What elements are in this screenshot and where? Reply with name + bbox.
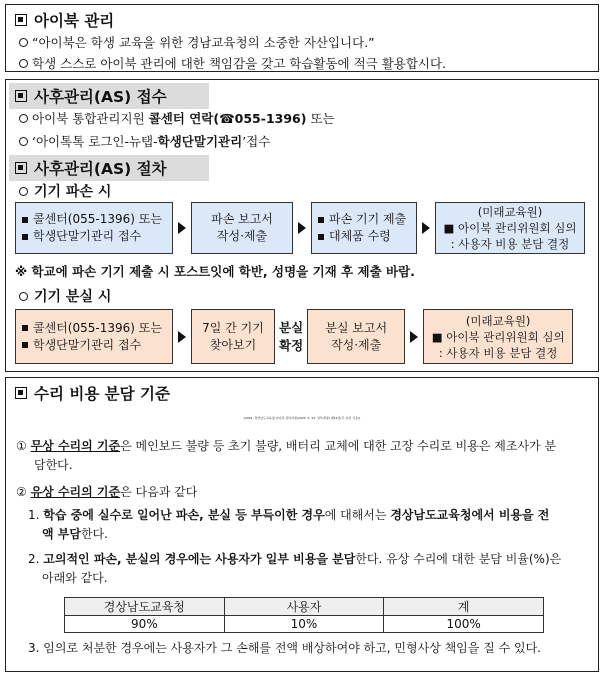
circle-bullet-icon [19,187,28,196]
paid-item-2: 2. 고의적인 파손, 분실의 경우에는 사용자가 일부 비용을 분담한다. 유상 수리에 대한 분담 비율(%)은 아래와 같다. [28,552,562,585]
circle-bullet-icon [19,59,28,68]
paid-item-1: 1. 학습 중에 실수로 일어난 파손, 분실 등 부득이한 경우에 대해서는 경상남도교육청에서 비용을 전 액 부담한다. [28,508,550,541]
as-contact-line: 아이북 통합관리지원 콜센터 연락(☎055-1396) 또는 [19,109,335,127]
damage-step-1: 콜센터(055-1396) 또는 학생단말기관리 접수 [15,202,173,254]
arrow-right-icon [178,331,186,343]
loss-confirmed-label: 분실 확정 [279,319,304,353]
table-row: 경상남도교육청 사용자 계 [65,598,544,616]
damage-subtitle: 기기 파손 시 [19,181,111,201]
square-bullet-icon [15,14,27,26]
square-bullet-icon [15,387,27,399]
square-bullet-icon [22,217,28,223]
loss-subtitle: 기기 분실 시 [19,286,111,306]
circle-bullet-icon [19,292,28,301]
damage-step-2: 파손 보고서 작성·제출 [191,202,293,254]
damage-step-3: 파손 기기 제출 대체품 수령 [311,202,417,254]
circle-bullet-icon [19,114,28,123]
section-title: 사후관리(AS) 접수 [9,83,209,109]
table-row: 90% 10% 100% [65,616,544,633]
loss-flow [15,309,573,364]
cost-share-table [64,597,544,633]
arrow-right-icon [178,222,186,234]
square-bullet-icon [318,234,324,240]
section-repair-cost [5,377,599,672]
section-after-service [5,79,599,372]
arrow-right-icon [422,222,430,234]
section-title: 수리 비용 분담 기준 [15,382,170,404]
notice-line: “아이북은 학생 교육을 위한 경남교육청의 소중한 자산입니다.” [19,33,375,51]
damage-step-4: (미래교육원) ■ 아이북 관리위원회 심의 : 사용자 비용 분담 결정 [435,202,585,254]
section-title: 아이북 관리 [15,9,114,31]
loss-step-4: (미래교육원) ■ 아이북 관리위원회 심의 : 사용자 비용 분담 결정 [423,309,573,364]
submission-note: ※ 학교에 파손 기기 제출 시 포스트잇에 학반, 성명을 기재 후 제출 바람. [15,264,415,279]
square-bullet-icon [22,234,28,240]
damage-flow [15,202,585,254]
square-bullet-icon [15,162,27,174]
loss-step-2: 7일 간 기기 찾아보기 [191,309,275,364]
section-title: 사후관리(AS) 절차 [9,155,209,181]
paid-repair-criteria: ② 유상 수리의 기준은 다음과 같다 [16,485,198,499]
arrow-right-icon [298,222,306,234]
loss-step-1: 콜센터(055-1396) 또는 학생단말기관리 접수 [15,309,173,364]
rule-reference: [2024. 경상남도교육청 아이북 관리지침(2024. 5. 21. 일부개정) 제12조(무·유상 기준)] [243,416,361,420]
square-bullet-icon [22,325,28,331]
loss-step-3: 분실 보고서 작성·제출 [307,309,405,364]
free-repair-criteria: ① 무상 수리의 기준은 메인보드 불량 등 초기 불량, 배터리 교체에 대한 고장 수리로 비용은 제조사가 분 담한다. [16,439,557,472]
paid-item-3: 3. 임의로 처분한 경우에는 사용자가 그 손해를 전액 배상하여야 하고, 민형사상 책임을 질 수 있다. [28,641,541,655]
square-bullet-icon [15,90,27,102]
square-bullet-icon [318,217,324,223]
section-device-management [5,4,599,72]
notice-line: 학생 스스로 아이북 관리에 대한 책임감을 갖고 학습활동에 적극 활용합시다. [19,54,446,72]
circle-bullet-icon [19,137,28,146]
circle-bullet-icon [19,38,28,47]
arrow-right-icon [410,331,418,343]
square-bullet-icon [22,342,28,348]
as-online-line: ‘아이톡톡 로그인-뉴탭- 학생단말기관리 ’접수 [19,132,270,150]
